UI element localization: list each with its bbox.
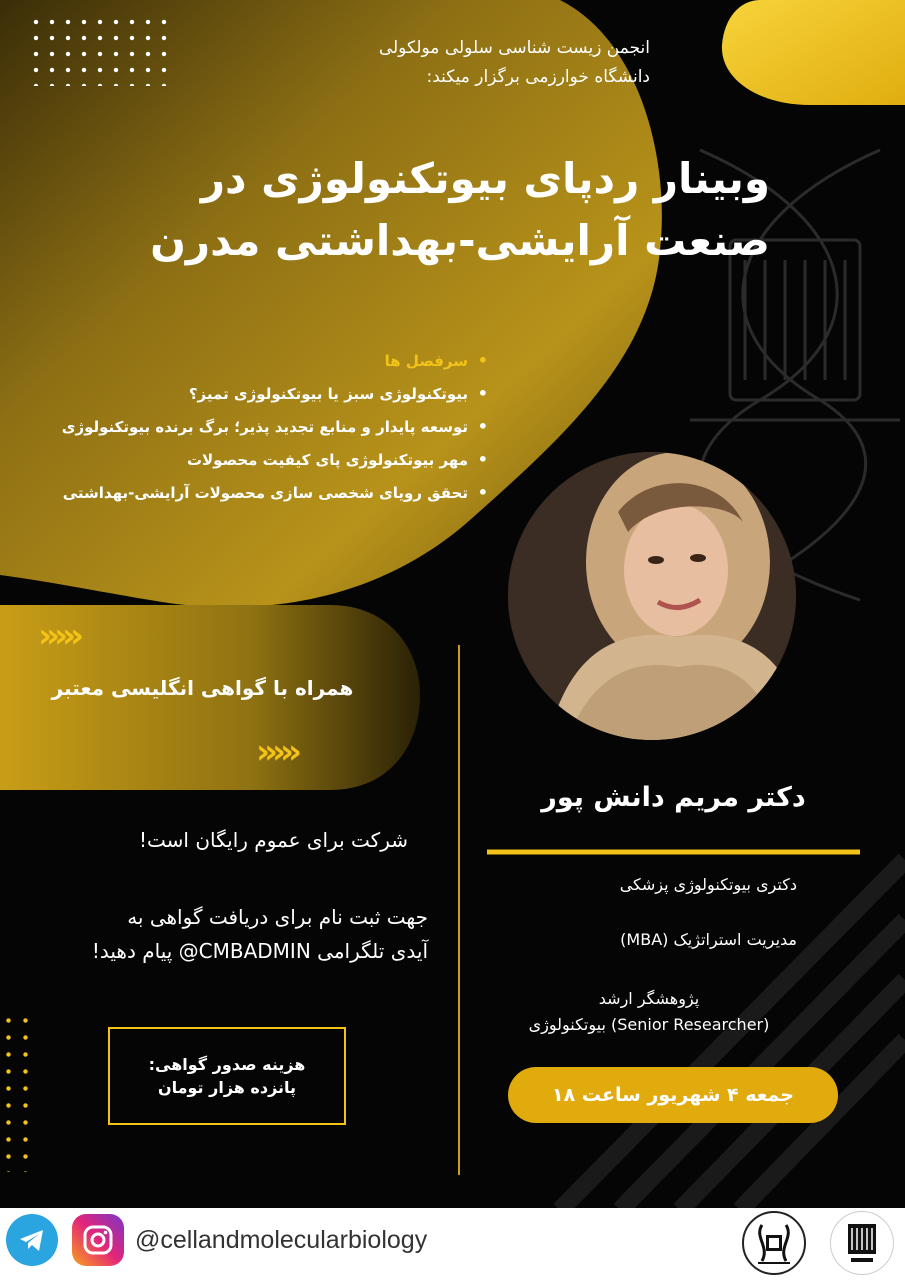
speaker-credential-2: مدیریت استراتژیک (MBA) [620, 930, 797, 949]
speaker-credential-3-line-2: (Senior Researcher) بیوتکنولوژی [528, 1015, 770, 1034]
speaker-photo [508, 452, 796, 740]
date-badge [508, 1067, 838, 1123]
title-line-2: صنعت آرایشی-بهداشتی مدرن [150, 216, 770, 265]
certificate-text: همراه با گواهی انگلیسی معتبر [51, 676, 354, 700]
telegram-plane-glyph [17, 1225, 47, 1255]
dot-pattern-left [0, 1012, 40, 1172]
topics-heading: • سرفصل ها [10, 352, 490, 370]
speaker-portrait-illustration [508, 452, 796, 740]
speaker-credential-3 [487, 986, 811, 1038]
organizer-line-1: انجمن زیست شناسی سلولی مولکولی [378, 38, 650, 58]
topic-item: • مهر بیوتکنولوژی پای کیفیت محصولات [10, 451, 490, 469]
social-handle[interactable]: @cellandmolecularbiology [135, 1226, 428, 1254]
university-logo-mark [831, 1212, 893, 1274]
topic-item: • بیوتکنولوژی سبز یا بیوتکنولوژی تمیز؟ [10, 385, 490, 403]
topic-item: • توسعه پایدار و منابع تجدید پذیر؛ برگ برنده بیوتکنولوژی [10, 418, 490, 436]
topics-section [10, 352, 490, 517]
footer [0, 1208, 905, 1280]
organizer-line-2: دانشگاه خوارزمی برگزار میکند: [426, 67, 650, 87]
instagram-icon[interactable] [72, 1214, 124, 1266]
title-line-1: وبینار ردپای بیوتکنولوژی در [200, 154, 770, 203]
registration-line-1: جهت ثبت نام برای دریافت گواهی به [127, 905, 428, 929]
chevrons-bottom: ››››› [256, 732, 297, 772]
speaker-name: دکتر مریم دانش پور [541, 782, 806, 813]
registration-line-2: آیدی تلگرامی CMBADMIN@ پیام دهید! [91, 939, 428, 963]
speaker-credential-1: دکتری بیوتکنولوژی پزشکی [619, 875, 797, 894]
organizer-header [150, 34, 650, 92]
date-text: جمعه ۴ شهریور ساعت ۱۸ [552, 1084, 794, 1106]
society-logo [742, 1211, 806, 1275]
chevrons-top: ››››› [38, 616, 79, 656]
free-participation-text: شرکت برای عموم رایگان است! [139, 828, 408, 852]
gold-corner [722, 0, 905, 105]
topic-item: • تحقق رویای شخصی سازی محصولات آرایشی-بهداشتی [10, 484, 490, 502]
webinar-title [110, 148, 770, 272]
telegram-icon[interactable] [6, 1214, 58, 1266]
fee-line-1: هزینه صدور گواهی: [148, 1055, 306, 1074]
topics-list [10, 352, 490, 502]
speaker-credential-3-line-1: پژوهشگر ارشد [598, 989, 700, 1008]
fee-box [108, 1027, 346, 1125]
university-logo [830, 1211, 894, 1275]
registration-instructions [10, 900, 428, 968]
instagram-camera-glyph [81, 1223, 115, 1257]
fee-line-2: پانزده هزار تومان [157, 1078, 297, 1097]
society-logo-mark [744, 1213, 804, 1273]
